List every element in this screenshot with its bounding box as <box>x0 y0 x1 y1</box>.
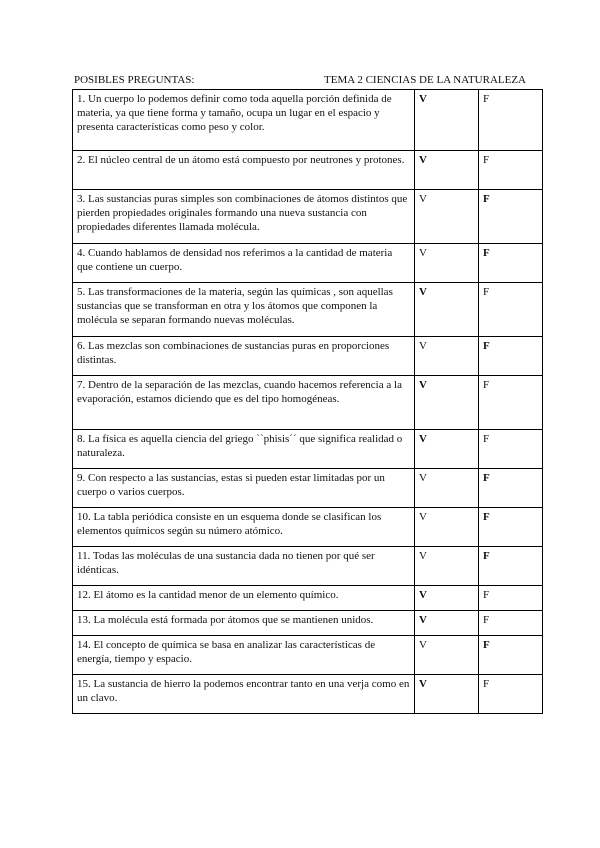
question-row <box>73 586 543 611</box>
question-row <box>73 337 543 376</box>
true-option[interactable]: V <box>415 376 479 430</box>
true-option[interactable]: V <box>415 469 479 508</box>
question-text: 11. Todas las moléculas de una sustancia dada no tienen por qué ser idénticas. <box>73 547 415 586</box>
question-text: 6. Las mezclas son combinaciones de sustancias puras en proporciones distintas. <box>73 337 415 376</box>
question-text: 3. Las sustancias puras simples son combinaciones de átomos distintos que pierden propiedades originales formando una nueva sustancia con propiedades diferentes llamada molécula. <box>73 190 415 244</box>
true-option[interactable]: V <box>415 508 479 547</box>
false-option[interactable]: F <box>479 675 543 714</box>
question-text: 10. La tabla periódica consiste en un esquema donde se clasifican los elementos químicos según su número atómico. <box>73 508 415 547</box>
question-row <box>73 151 543 190</box>
question-row <box>73 611 543 636</box>
false-option[interactable]: F <box>479 611 543 636</box>
question-text: 9. Con respecto a las sustancias, estas si pueden estar limitadas por un cuerpo o varios cuerpos. <box>73 469 415 508</box>
false-option[interactable]: F <box>479 469 543 508</box>
true-option[interactable]: V <box>415 611 479 636</box>
question-text: 1. Un cuerpo lo podemos definir como toda aquella porción definida de materia, ya que tiene forma y tamaño, ocupa un lugar en el espacio y presenta características como peso y color. <box>73 90 415 151</box>
question-row <box>73 675 543 714</box>
question-text: 13. La molécula está formada por átomos que se mantienen unidos. <box>73 611 415 636</box>
true-false-table <box>72 89 543 714</box>
true-option[interactable]: V <box>415 90 479 151</box>
false-option[interactable]: F <box>479 430 543 469</box>
false-option[interactable]: F <box>479 244 543 283</box>
question-row <box>73 469 543 508</box>
true-option[interactable]: V <box>415 190 479 244</box>
true-option[interactable]: V <box>415 675 479 714</box>
false-option[interactable]: F <box>479 547 543 586</box>
true-option[interactable]: V <box>415 430 479 469</box>
true-option[interactable]: V <box>415 337 479 376</box>
question-text: 12. El átomo es la cantidad menor de un elemento químico. <box>73 586 415 611</box>
question-row <box>73 430 543 469</box>
question-row <box>73 547 543 586</box>
false-option[interactable]: F <box>479 586 543 611</box>
question-text: 4. Cuando hablamos de densidad nos referimos a la cantidad de materia que contiene un cuerpo. <box>73 244 415 283</box>
question-row <box>73 376 543 430</box>
question-text: 7. Dentro de la separación de las mezclas, cuando hacemos referencia a la evaporación, estamos diciendo que es del tipo homogéneas. <box>73 376 415 430</box>
page-header <box>74 73 526 87</box>
question-text: 15. La sustancia de hierro la podemos encontrar tanto en una verja como en un clavo. <box>73 675 415 714</box>
question-text: 5. Las transformaciones de la materia, según las químicas , son aquellas sustancias que se transforman en otra y los átomos que componen la molécula se separan formando nuevas moléculas. <box>73 283 415 337</box>
question-row <box>73 508 543 547</box>
true-option[interactable]: V <box>415 283 479 337</box>
true-option[interactable]: V <box>415 151 479 190</box>
question-text: 8. La física es aquella ciencia del griego ``phisis´´ que significa realidad o naturaleza. <box>73 430 415 469</box>
false-option[interactable]: F <box>479 337 543 376</box>
question-row <box>73 190 543 244</box>
question-text: 2. El núcleo central de un átomo está compuesto por neutrones y protones. <box>73 151 415 190</box>
true-option[interactable]: V <box>415 547 479 586</box>
false-option[interactable]: F <box>479 283 543 337</box>
question-row <box>73 244 543 283</box>
quiz-table-body <box>73 90 543 714</box>
question-row <box>73 636 543 675</box>
false-option[interactable]: F <box>479 151 543 190</box>
false-option[interactable]: F <box>479 636 543 675</box>
header-left-title: POSIBLES PREGUNTAS: <box>74 74 195 86</box>
false-option[interactable]: F <box>479 508 543 547</box>
true-option[interactable]: V <box>415 244 479 283</box>
header-topic-title: TEMA 2 CIENCIAS DE LA NATURALEZA <box>324 74 526 86</box>
true-option[interactable]: V <box>415 636 479 675</box>
question-row <box>73 283 543 337</box>
true-option[interactable]: V <box>415 586 479 611</box>
question-row <box>73 90 543 151</box>
question-text: 14. El concepto de química se basa en analizar las características de energía, tiempo y espacio. <box>73 636 415 675</box>
false-option[interactable]: F <box>479 90 543 151</box>
false-option[interactable]: F <box>479 376 543 430</box>
false-option[interactable]: F <box>479 190 543 244</box>
